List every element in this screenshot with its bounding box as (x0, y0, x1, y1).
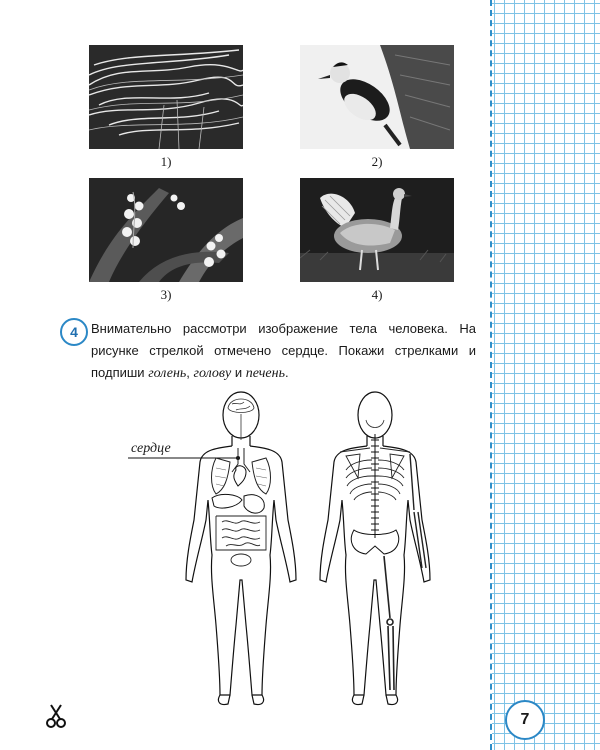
task-end: . (284, 365, 289, 380)
body-back-skeleton-figure (310, 390, 440, 710)
photo-lily-of-the-valley (89, 178, 243, 282)
grid-margin (492, 0, 600, 750)
task-number-badge: 4 (60, 318, 88, 346)
task-word-liver: печень (245, 366, 285, 381)
scissors-icon (43, 703, 69, 729)
photo-feather-grass (89, 45, 243, 149)
photo-great-bustard (300, 178, 454, 282)
photo-woodpecker (300, 45, 454, 149)
body-front-figure (176, 390, 306, 710)
task-sep-1: , (186, 365, 194, 380)
task-text-main: Внимательно рассмотри изображение тела человека. На рисунке стрелкой отмечено сердце. Покажи стрелками и подпиши (91, 321, 476, 380)
task-word-head: голову (193, 366, 232, 381)
photo-caption-2: 2) (371, 154, 383, 169)
task-word-shin: голень (148, 366, 187, 381)
task-instruction (91, 318, 476, 385)
task-sep-2: и (231, 365, 246, 380)
photo-caption-3: 3) (160, 287, 172, 302)
page-number: 7 (505, 700, 545, 740)
photo-caption-4: 4) (371, 287, 383, 302)
cut-line (490, 0, 492, 750)
heart-label: сердце (131, 441, 171, 456)
photo-caption-1: 1) (160, 154, 172, 169)
